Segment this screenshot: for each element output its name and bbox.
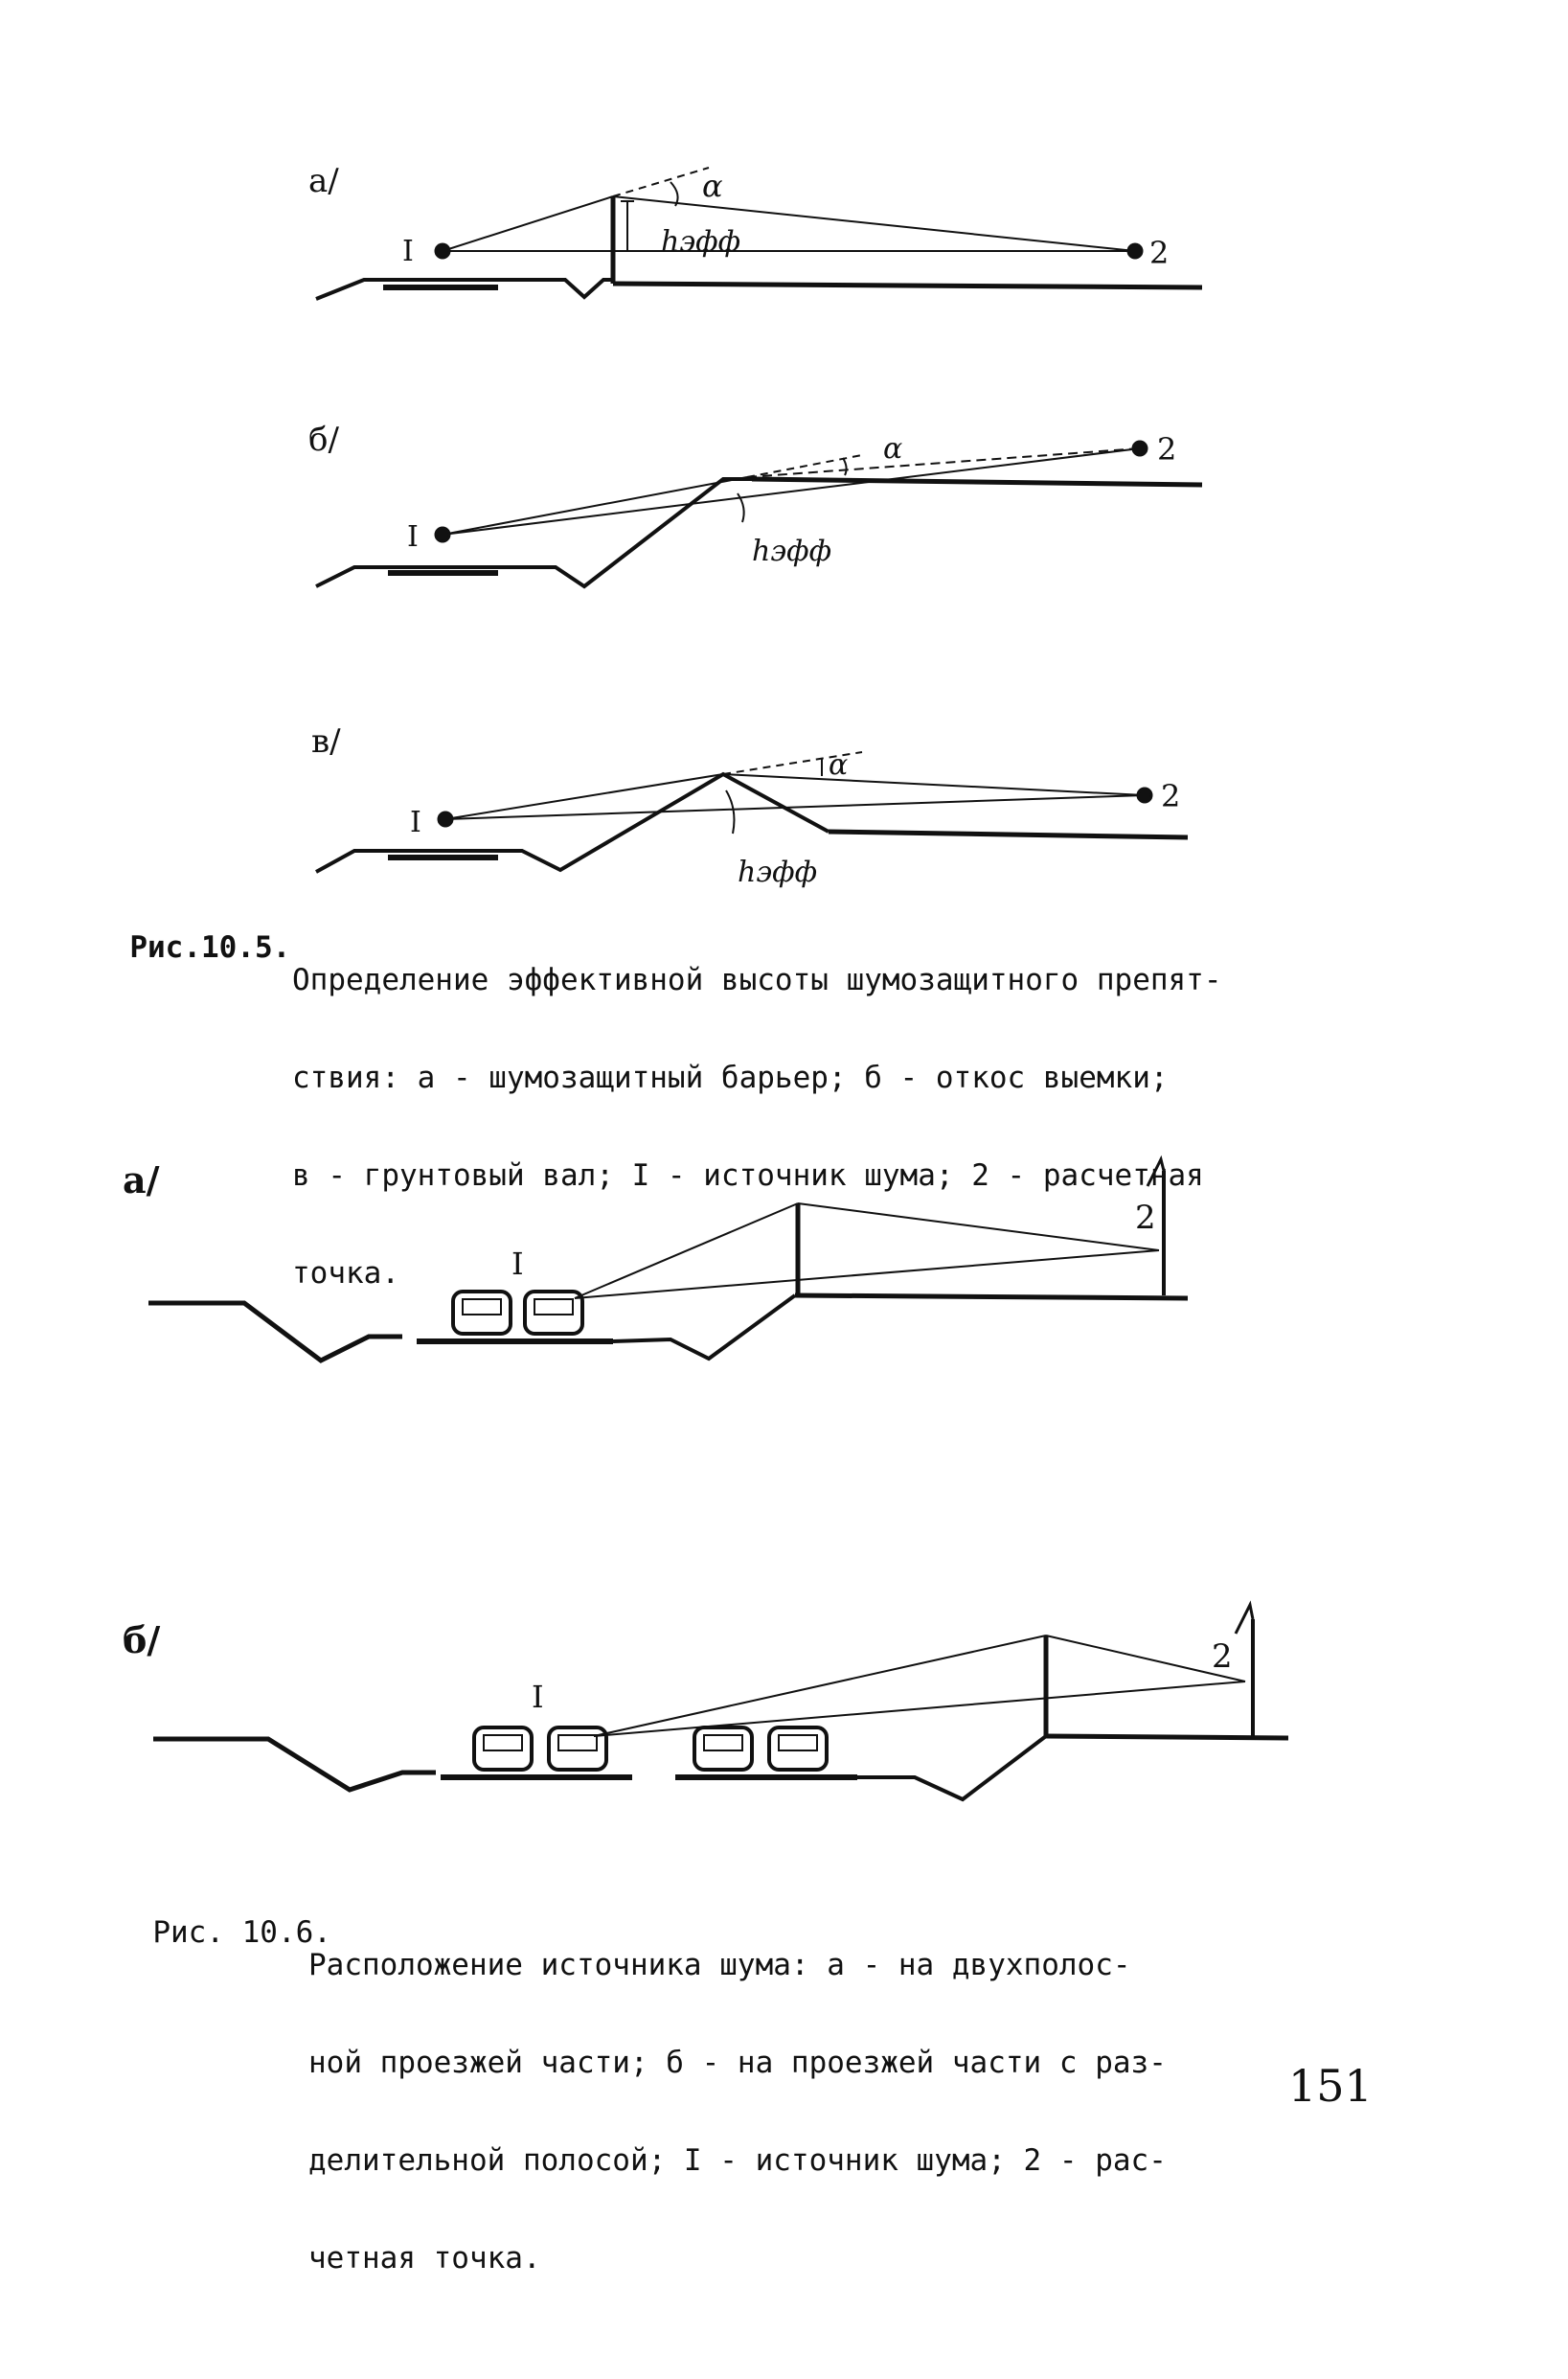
fig105-caption-line: точка. [292,1256,399,1291]
fig105b-ground-right [752,479,1202,485]
fig105a-extension [613,168,709,196]
fig106b-ground-right [1046,1736,1288,1738]
page-number: 151 [1288,2060,1373,2112]
fig105-caption-line: в - грунтовый вал; I - источник шума; 2 - расчетная [292,1158,1204,1193]
fig105a-label: а/ [308,162,339,200]
fig105b-point-dot [1133,442,1147,455]
fig106a-label: а/ [123,1158,160,1201]
fig106b-car-3-window [704,1735,742,1750]
fig106b-ray-direct [594,1681,1245,1736]
fig105c-ray-direct [445,795,1145,819]
fig105c-source-label: I [410,806,421,839]
fig105-caption-line: ствия: а - шумозащитный барьер; б - откос выемки; [292,1061,1169,1095]
fig106b-car-1-window [484,1735,522,1750]
fig106-caption-line: четная точка. [308,2241,541,2276]
fig105c-source-dot [439,812,452,826]
fig106b-diagram [153,1605,1288,1799]
fig105b-source-dot [436,528,449,541]
fig105b-angle-label: α [883,432,903,466]
fig106b-label: б/ [123,1618,161,1661]
fig105c-diagram [316,752,1188,872]
fig105b-angle-arc [843,458,847,475]
fig106b-building-top [1236,1605,1253,1634]
fig106b-source-label: I [532,1679,544,1715]
fig105b-label: б/ [308,421,339,459]
fig106a-point-label: 2 [1135,1199,1156,1237]
fig105a-heff-bracket [621,201,634,251]
fig105a-diagram [316,168,1202,299]
fig105c-heff-tick [726,790,734,834]
fig106-caption-number: Рис. 10.6. [152,1915,331,1950]
fig105b-ground [316,479,752,586]
fig105a-point-label: 2 [1149,235,1170,271]
fig105-caption [94,899,290,964]
fig105c-ray-crest-to-point [723,774,1145,795]
fig105c-point-label: 2 [1161,778,1181,814]
fig105a-ray-to-top [443,196,613,251]
fig106b-point-label: 2 [1212,1637,1233,1676]
fig105c-label: в/ [311,722,341,761]
fig106-caption [117,1884,331,1949]
fig106a-source-label: I [511,1246,524,1282]
fig105b-ray-to-edge [443,477,747,535]
fig106-caption-line: Расположение источника шума: а - на двухполос- [308,1948,1131,1982]
fig105b-point-label: 2 [1157,431,1177,468]
fig105-caption-text [292,899,1222,1322]
fig106b-ground-mid [857,1736,1046,1799]
fig105a-ground-right [613,284,1202,287]
fig105c-heff-label: hэфф [738,856,818,889]
fig105a-source-label: I [402,235,414,268]
fig106-caption-text [308,1884,1167,2307]
fig106b-car-2-window [558,1735,597,1750]
fig106b-ground-left [153,1739,436,1790]
fig106b-car-4-window [779,1735,817,1750]
fig106b-ray-top [594,1636,1046,1736]
fig105-caption-line: Определение эффективной высоты шумозащитного препят- [292,963,1222,997]
fig105a-source-dot [436,244,449,258]
fig105b-ray-direct [443,448,1140,535]
fig105-caption-number: Рис.10.5. [129,930,291,965]
fig105a-point-dot [1128,244,1142,258]
fig106-caption-line: делительной полосой; I - источник шума; 2 - рас- [308,2143,1167,2178]
fig105a-heff-label: hэфф [661,225,741,259]
fig105b-source-label: I [407,520,419,554]
fig105c-angle-label: α [829,748,849,782]
fig106-caption-line: ной проезжей части; б - на проезжей части с раз- [308,2046,1167,2080]
fig105a-angle-label: α [702,168,723,204]
fig105c-ground-right [829,832,1188,837]
fig105b-heff-label: hэфф [752,535,832,568]
fig105c-point-dot [1138,789,1151,802]
